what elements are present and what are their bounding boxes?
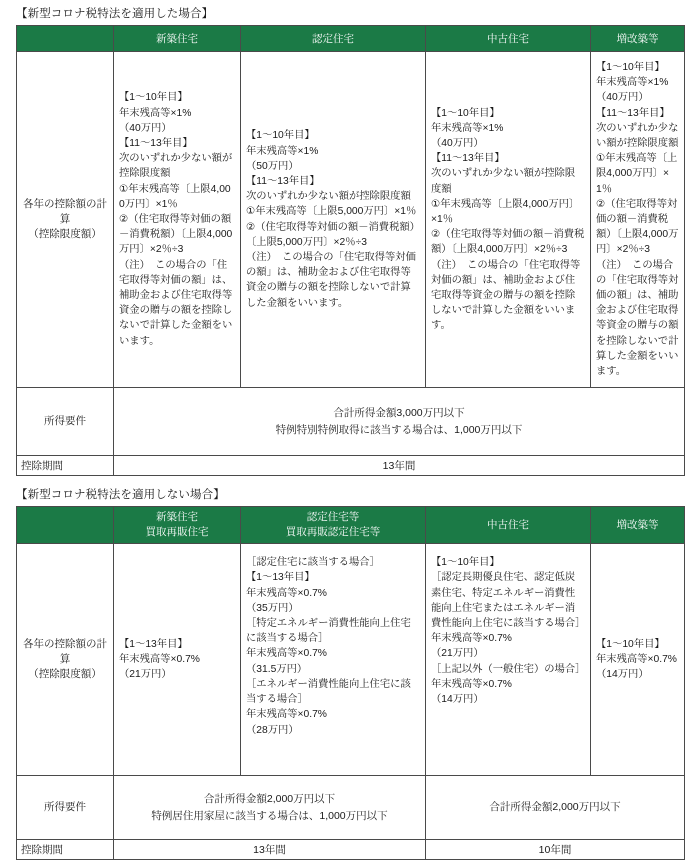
table-2-col-shinchiku-line1: 新築住宅 [156, 511, 198, 524]
text-line: 次のいずれか少ない額が控除限度額 [119, 153, 233, 180]
text-line: （注） この場合の「住宅取得等対価の額」は、補助金および住宅取得等資金の贈与の額を控除しないで計算した金額をいいます。 [119, 259, 233, 347]
text-line: 年末残高等×0.7% [246, 587, 327, 599]
text-line: 年末残高等×0.7% [246, 648, 327, 660]
text-line: 特例居住用家屋に該当する場合は、1,000万円以下 [151, 809, 388, 822]
text-line: 年末残高等×1% [596, 77, 669, 89]
row-label-period-2: 控除期間 [17, 840, 114, 860]
cell-calc-shinchiku-2 [114, 544, 241, 776]
text-line: ②（住宅取得等対価の額－消費税額）〔上限5,000万円〕×2％÷3 [246, 221, 420, 248]
row-label-income-2: 所得要件 [17, 776, 114, 840]
section-1-title: 【新型コロナ税特法を適用した場合】 [16, 8, 214, 20]
cell-calc-zokaichiku-1 [591, 52, 685, 388]
row-label-calc-1 [17, 52, 114, 388]
text-line: （40万円） [119, 122, 172, 134]
text-line: 特例特別特例取得に該当する場合は、1,000万円以下 [275, 423, 523, 436]
cell-period-1: 13年間 [114, 456, 685, 476]
row-label-income-1: 所得要件 [17, 388, 114, 456]
text-line: 【1～10年目】 [119, 92, 188, 104]
text-line: ①年末残高等〔上限4,000万円〕×1％ [431, 198, 580, 226]
text-line: 【1～10年目】 [596, 62, 665, 73]
cell-income-right-2 [426, 776, 685, 840]
text-line: 【1～13年目】 [119, 638, 188, 650]
table-1-col-shinchiku: 新築住宅 [114, 26, 241, 52]
table-row-income-2 [17, 776, 685, 840]
text-line: （14万円） [596, 669, 649, 681]
cell-calc-chuko-1 [426, 52, 591, 388]
text-line: ①年末残高等〔上限5,000万円〕×1％ [246, 206, 417, 218]
tax-table-without-corona-law [16, 506, 685, 860]
table-2-col-nintei [241, 507, 426, 544]
row-label-calc-2 [17, 544, 114, 776]
text-line: ①年末残高等〔上限4,000万円〕×1％ [596, 153, 678, 195]
text-line: 【1～10年目】 [431, 107, 500, 119]
text-line: ［認定長期優良住宅、認定低炭素住宅、特定エネルギー消費性能向上住宅またはエネルギー消費性能向上住宅に該当する場合］ [431, 572, 586, 630]
cell-calc-nintei-1 [241, 52, 426, 388]
text-line: 【1～10年目】 [596, 638, 665, 650]
text-line: （40万円） [596, 92, 649, 104]
text-line: 年末残高等×1% [431, 122, 504, 134]
table-2-col-zokaichiku: 増改築等 [591, 507, 685, 544]
table-1-header-row [17, 26, 685, 52]
text-line: 合計所得金額3,000万円以下 [333, 406, 465, 419]
text-line: 年末残高等×0.7% [119, 654, 200, 666]
cell-income-1 [114, 388, 685, 456]
text-line: 【11～13年目】 [596, 107, 670, 119]
tax-table-with-corona-law [16, 25, 685, 476]
table-1-col-nintei: 認定住宅 [241, 26, 426, 52]
text-line: ②（住宅取得等対価の額－消費税額）〔上限4,000万円〕×2％÷3 [596, 198, 679, 256]
text-line: （14万円） [431, 694, 484, 706]
cell-income-left-2 [114, 776, 426, 840]
section-2-title: 【新型コロナ税特法を適用しない場合】 [16, 489, 225, 502]
table-2-body [17, 544, 685, 860]
text-line: 【1～10年目】 [431, 557, 500, 569]
text-line: 年末残高等×0.7% [596, 654, 677, 666]
text-line: 合計所得金額2,000万円以下 [203, 792, 336, 805]
cell-period-left-2: 13年間 [114, 840, 426, 860]
table-row-calc-1 [17, 52, 685, 388]
text-line: 年末残高等×0.7% [431, 633, 512, 645]
text-line: 年末残高等×1% [119, 107, 192, 119]
table-1-corner-cell [17, 26, 114, 52]
row-label-calc-2-sub: （控除限度額） [28, 668, 102, 681]
row-label-calc-1-main: 各年の控除額の計算 [23, 198, 107, 226]
text-line: 年末残高等×0.7% [431, 678, 512, 690]
text-line: （31.5万円） [246, 663, 308, 675]
text-line: （40万円） [431, 138, 484, 150]
text-line: ②（住宅取得等対価の額－消費税額）〔上限4,000万円〕×2％÷3 [119, 214, 233, 256]
table-2-header-row [17, 507, 685, 544]
row-label-calc-2-main: 各年の控除額の計算 [23, 638, 107, 666]
table-2-col-shinchiku-line2: 買取再販住宅 [145, 526, 209, 539]
text-line: 【11～13年目】 [246, 176, 320, 188]
table-row-calc-2 [17, 544, 685, 776]
cell-calc-shinchiku-1 [114, 52, 241, 388]
text-line: （50万円） [246, 160, 299, 172]
cell-period-right-2: 10年間 [426, 840, 685, 860]
text-line: 【1～13年目】 [246, 572, 315, 584]
text-line: （注） この場合の「住宅取得等対価の額」は、補助金および住宅取得等資金の贈与の額を控除しないで計算した金額をいいます。 [246, 252, 416, 309]
row-label-period-1: 控除期間 [17, 456, 114, 476]
text-line: （注） この場合の「住宅取得等対価の額」は、補助金および住宅取得等資金の贈与の額を控除しないで計算した金額をいいます。 [431, 259, 581, 332]
table-1-body [17, 52, 685, 476]
table-row-period-1 [17, 456, 685, 476]
table-1-col-zokaichiku: 増改築等 [591, 26, 685, 52]
text-line: 【11～13年目】 [119, 138, 193, 150]
table-2-col-shinchiku [114, 507, 241, 544]
text-line: （注） この場合の「住宅取得等対価の額」は、補助金および住宅取得等資金の贈与の額を控除しないで計算した金額をいいます。 [596, 259, 679, 378]
cell-calc-zokaichiku-2 [591, 544, 685, 776]
table-2-corner-cell [17, 507, 114, 544]
text-line: 年末残高等×0.7% [246, 709, 327, 721]
text-line: （21万円） [431, 648, 484, 660]
text-line: 次のいずれか少ない額が控除限度額 [431, 168, 576, 195]
table-2-header [17, 507, 685, 544]
text-line: （28万円） [246, 724, 299, 736]
cell-calc-nintei-2 [241, 544, 426, 776]
text-line: （21万円） [119, 669, 172, 681]
text-line: ［上記以外（一般住宅）の場合］ [431, 663, 586, 675]
cell-calc-chuko-2 [426, 544, 591, 776]
table-2-col-nintei-line2: 買取再販認定住宅等 [285, 526, 381, 539]
text-line: ②（住宅取得等対価の額－消費税額）〔上限4,000万円〕×2％÷3 [431, 229, 585, 256]
text-line: 【11～13年目】 [431, 153, 505, 165]
text-line: 次のいずれか少ない額が控除限度額 [596, 122, 679, 150]
text-line: 【1～10年目】 [246, 130, 315, 142]
text-line: ①年末残高等〔上限4,000万円〕×1％ [119, 183, 231, 210]
table-2-col-chuko: 中古住宅 [426, 507, 591, 544]
text-line: ［認定住宅に該当する場合］ [246, 557, 380, 569]
text-line: 年末残高等×1% [246, 145, 319, 157]
text-line: （35万円） [246, 602, 299, 614]
table-row-income-1 [17, 388, 685, 456]
row-label-calc-1-sub: （控除限度額） [28, 228, 102, 241]
table-1-col-chuko: 中古住宅 [426, 26, 591, 52]
table-2-col-nintei-line1: 認定住宅等 [306, 511, 360, 524]
text-line: 次のいずれか少ない額が控除限度額 [246, 191, 411, 203]
table-row-period-2 [17, 840, 685, 860]
text-line: ［特定エネルギー消費性能向上住宅に該当する場合］ [246, 618, 411, 645]
table-1-header [17, 26, 685, 52]
text-line: 合計所得金額2,000万円以下 [489, 801, 621, 814]
text-line: ［エネルギー消費性能向上住宅に該当する場合］ [246, 678, 411, 706]
